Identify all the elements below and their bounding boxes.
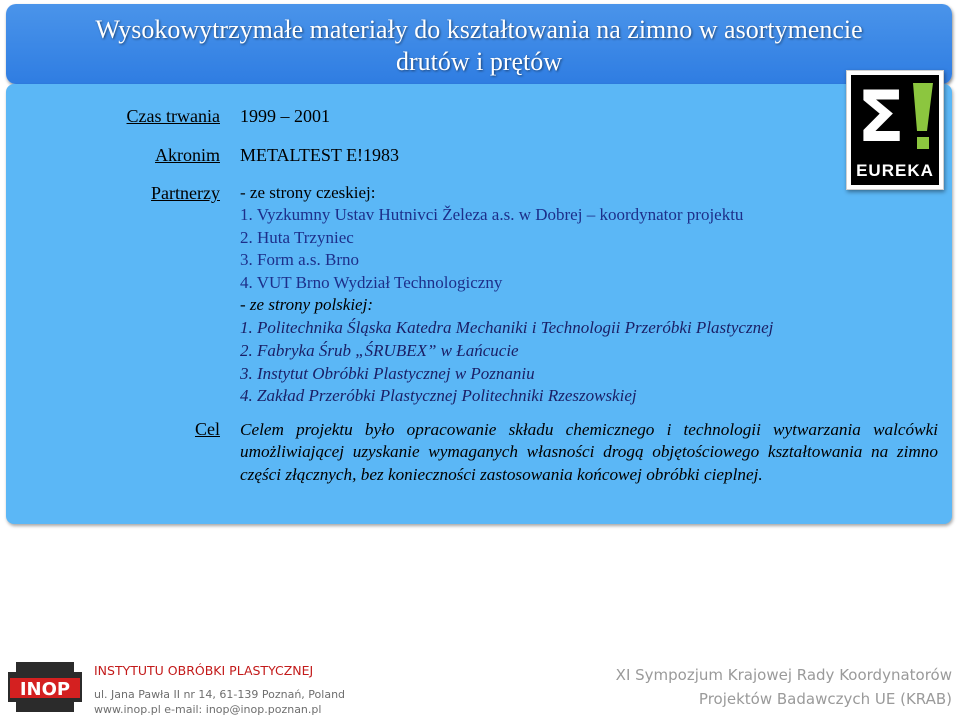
- inop-logo: [6, 660, 84, 716]
- duration-label: Czas trwania: [126, 106, 220, 126]
- duration-value: 1999 – 2001: [240, 106, 330, 126]
- inop-logo-text: INOP: [19, 679, 71, 700]
- polish-partner-item: 4. Zakład Przeróbki Plastycznej Politechniki Rzeszowskiej: [240, 386, 637, 405]
- inop-logo-icon: [6, 660, 84, 716]
- polish-partners-header: - ze strony polskiej:: [240, 295, 373, 314]
- eureka-wordmark: EUREKA: [856, 161, 934, 180]
- slide-title: Wysokowytrzymałe materiały do kształtowania na zimno w asortymencie: [95, 15, 863, 44]
- acronym-label: Akronim: [155, 145, 220, 165]
- partners-label: Partnerzy: [151, 183, 220, 203]
- czech-partner-item: 1. Vyzkumny Ustav Hutnivci Železa a.s. w Dobrej – koordynator projektu: [240, 205, 744, 224]
- footer-event-line2: Projektów Badawczych UE (KRAB): [698, 690, 952, 708]
- footer-event-line1: XI Sympozjum Krajowej Rady Koordynatorów: [615, 666, 952, 684]
- polish-partner-item: 2. Fabryka Śrub „ŚRUBEX” w Łańcucie: [240, 341, 519, 360]
- czech-partner-item: 4. VUT Brno Wydział Technologiczny: [240, 273, 503, 292]
- czech-partner-item: 2. Huta Trzyniec: [240, 228, 354, 247]
- goal-label: Cel: [195, 419, 220, 439]
- footer-web: www.inop.pl e-mail: inop@inop.poznan.pl: [94, 703, 322, 716]
- polish-partner-item: 3. Instytut Obróbki Plastycznej w Poznaniu: [240, 364, 535, 383]
- eureka-logo: [846, 70, 944, 190]
- czech-partner-item: 3. Form a.s. Brno: [240, 250, 359, 269]
- slide-title-line2: drutów i prętów: [395, 47, 563, 76]
- acronym-value: METALTEST E!1983: [240, 145, 400, 165]
- slide-title-bar: [6, 4, 952, 84]
- polish-partner-item: 1. Politechnika Śląska Katedra Mechaniki i Technologii Przeróbki Plastycznej: [240, 318, 774, 337]
- goal-text: Celem projektu było opracowanie składu chemicznego i technologii wytwarzania walcówki umożliwiającej uzyskanie wymaganych własności drogą objętościowego kształtowania na zimno części złącznych, bez konieczności zastosowania końcowej obróbki cieplnej.: [240, 420, 938, 484]
- czech-partners-header: - ze strony czeskiej:: [240, 183, 376, 202]
- footer-institute: INSTYTUTU OBRÓBKI PLASTYCZNEJ: [94, 663, 314, 678]
- svg-text:Σ: Σ: [857, 76, 905, 158]
- footer-address: ul. Jana Pawła II nr 14, 61-139 Poznań, Poland: [94, 688, 346, 701]
